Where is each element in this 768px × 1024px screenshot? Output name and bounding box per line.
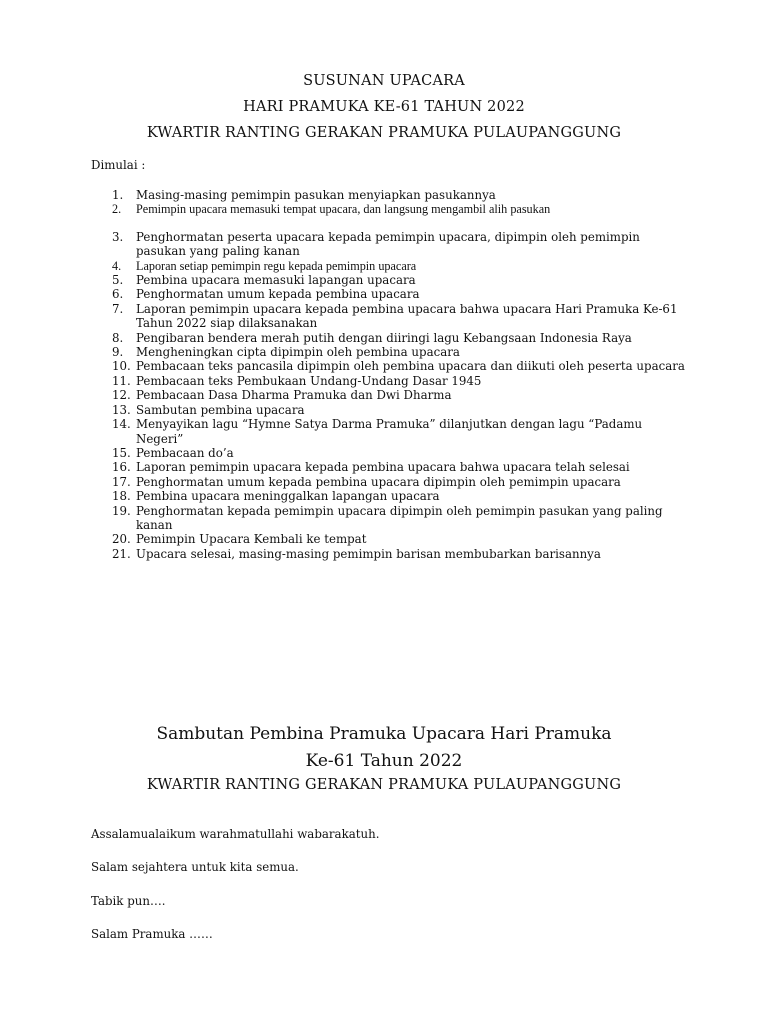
list-item: 6. Penghormatan umum kepada pembina upacara [112, 287, 420, 302]
list-item: 3. Penghormatan peserta upacara kepada pemimpin upacara, dipimpin oleh pemimpin pasukan yang paling kanan [112, 229, 640, 259]
list-item: 5. Pembina upacara memasuki lapangan upacara [112, 273, 416, 288]
list-item: 17. Penghormatan umum kepada pembina upacara dipimpin oleh pemimpin upacara [112, 474, 621, 489]
list-item: 8. Pengibaran bendera merah putih dengan diiringi lagu Kebangsaan Indonesia Raya [112, 330, 632, 345]
list-item: 19. Penghormatan kepada pemimpin upacara dipimpin oleh pemimpin pasukan yang paling kanan [112, 503, 663, 532]
speech-title-line2: Ke-61 Tahun 2022 [305, 751, 463, 771]
list-item: 21. Upacara selesai, masing-masing pemimpin barisan membubarkan barisannya [112, 546, 601, 561]
list-item: 14. Menyayikan lagu “Hymne Satya Darma Pramuka” dilanjutkan dengan lagu “Padamu Negeri” [112, 417, 643, 446]
list-item: 2. Pemimpin upacara memasuki tempat upacara, dan langsung mengambil alih pasukan [112, 202, 551, 217]
list-item: 7. Laporan pemimpin upacara kepada pembina upacara bahwa upacara Hari Pramuka Ke-61 Tahun 2022 siap dilaksanakan [112, 301, 678, 331]
agenda-title: SUSUNAN UPACARA [303, 73, 465, 89]
agenda-subtitle: HARI PRAMUKA KE-61 TAHUN 2022 [243, 99, 525, 115]
agenda-organization: KWARTIR RANTING GERAKAN PRAMUKA PULAUPANGGUNG [146, 125, 622, 141]
greeting-line: Assalamualaikum warahmatullahi wabarakatuh. [91, 827, 380, 841]
speech-organization: KWARTIR RANTING GERAKAN PRAMUKA PULAUPANGGUNG [146, 777, 622, 793]
speech-title-line1: Sambutan Pembina Pramuka Upacara Hari Pramuka [156, 724, 612, 744]
list-item: 16. Laporan pemimpin upacara kepada pembina upacara bahwa upacara telah selesai [112, 460, 630, 475]
greeting-line: Salam sejahtera untuk kita semua. [91, 860, 299, 874]
greeting-line: Tabik pun…. [91, 894, 166, 908]
greeting-line: Salam Pramuka …… [91, 927, 213, 941]
agenda-intro: Dimulai : [91, 158, 146, 172]
list-item: 1. Masing-masing pemimpin pasukan menyiapkan pasukannya [112, 188, 496, 202]
agenda-list [112, 188, 692, 561]
list-item: 12. Pembacaan Dasa Dharma Pramuka dan Dwi Dharma [112, 388, 452, 403]
list-item: 4. Laporan setiap pemimpin regu kepada pemimpin upacara [112, 258, 417, 273]
list-item: 18. Pembina upacara meninggalkan lapangan upacara [112, 489, 440, 504]
list-item: 13. Sambutan pembina upacara [112, 402, 305, 417]
list-item: 11. Pembacaan teks Pembukaan Undang-Undang Dasar 1945 [112, 373, 482, 388]
list-item: 9. Mengheningkan cipta dipimpin oleh pembina upacara [112, 345, 460, 360]
list-item: 15. Pembacaan do’a [112, 445, 234, 460]
list-item: 10. Pembacaan teks pancasila dipimpin oleh pembina upacara dan diikuti oleh peserta upacara [112, 359, 685, 374]
list-item: 20. Pemimpin Upacara Kembali ke tempat [112, 532, 367, 547]
